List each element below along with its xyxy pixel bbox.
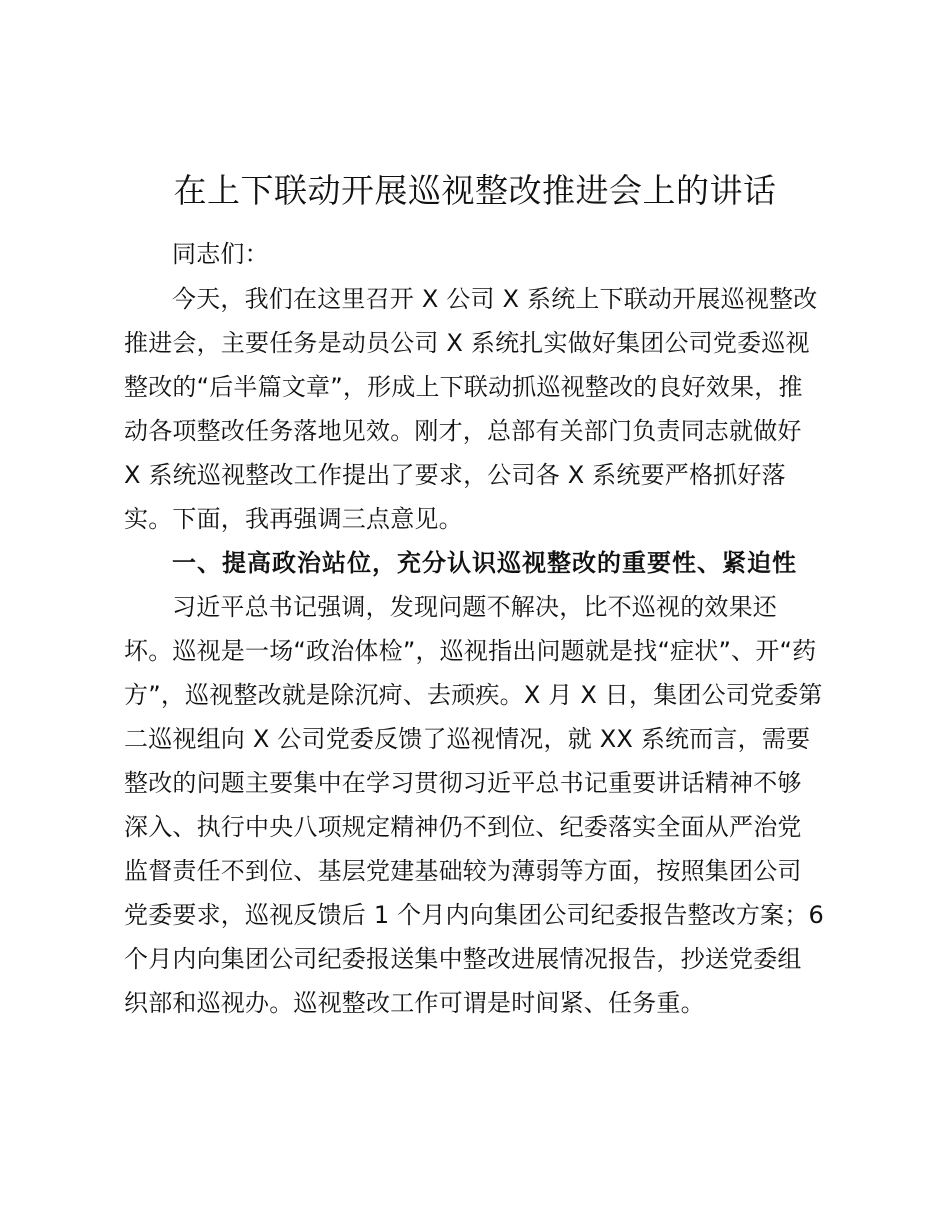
paragraph-line: 推进会，主要任务是动员公司 X 系统扎实做好集团公司党委巡视 [124, 329, 810, 357]
paragraph-line: 动各项整改任务落地见效。刚才，总部有关部门负责同志就做好 [124, 417, 802, 445]
paragraph-line: 个月内向集团公司纪委报送集中整改进展情况报告，抄送党委组 [124, 945, 802, 973]
paragraph-line: 方”，巡视整改就是除沉疴、去顽疾。X 月 X 日，集团公司党委第 [124, 681, 823, 709]
paragraph-line: 习近平总书记强调，发现问题不解决，比不巡视的效果还 [172, 593, 777, 621]
salutation: 同志们： [172, 240, 269, 268]
paragraph-line: 实。下面，我再强调三点意见。 [124, 505, 463, 533]
paragraph-line: 二巡视组向 X 公司党委反馈了巡视情况，就 XX 系统而言，需要 [124, 725, 811, 753]
paragraph-line: 监督责任不到位、基层党建基础较为薄弱等方面，按照集团公司 [124, 857, 802, 885]
paragraph-line: 坏。巡视是一场“政治体检”，巡视指出问题就是找“症状”、开“药 [124, 637, 817, 665]
section-heading: 一、提高政治站位，充分认识巡视整改的重要性、紧迫性 [172, 548, 797, 577]
paragraph-line: 党委要求，巡视反馈后 1 个月内向集团公司纪委报告整改方案；6 [124, 901, 824, 929]
paragraph-line: 织部和巡视办。巡视整改工作可谓是时间紧、任务重。 [124, 989, 705, 1017]
paragraph-line: 深入、执行中央八项规定精神仍不到位、纪委落实全面从严治党 [124, 813, 802, 841]
paragraph-line: 整改的问题主要集中在学习贯彻习近平总书记重要讲话精神不够 [124, 769, 802, 797]
paragraph-line: 整改的“后半篇文章”，形成上下联动抓巡视整改的良好效果，推 [124, 373, 803, 401]
paragraph-line: 今天，我们在这里召开 X 公司 X 系统上下联动开展巡视整改 [172, 285, 818, 313]
paragraph-line: X 系统巡视整改工作提出了要求，公司各 X 系统要严格抓好落 [124, 461, 786, 489]
document-title: 在上下联动开展巡视整改推进会上的讲话 [173, 171, 777, 210]
